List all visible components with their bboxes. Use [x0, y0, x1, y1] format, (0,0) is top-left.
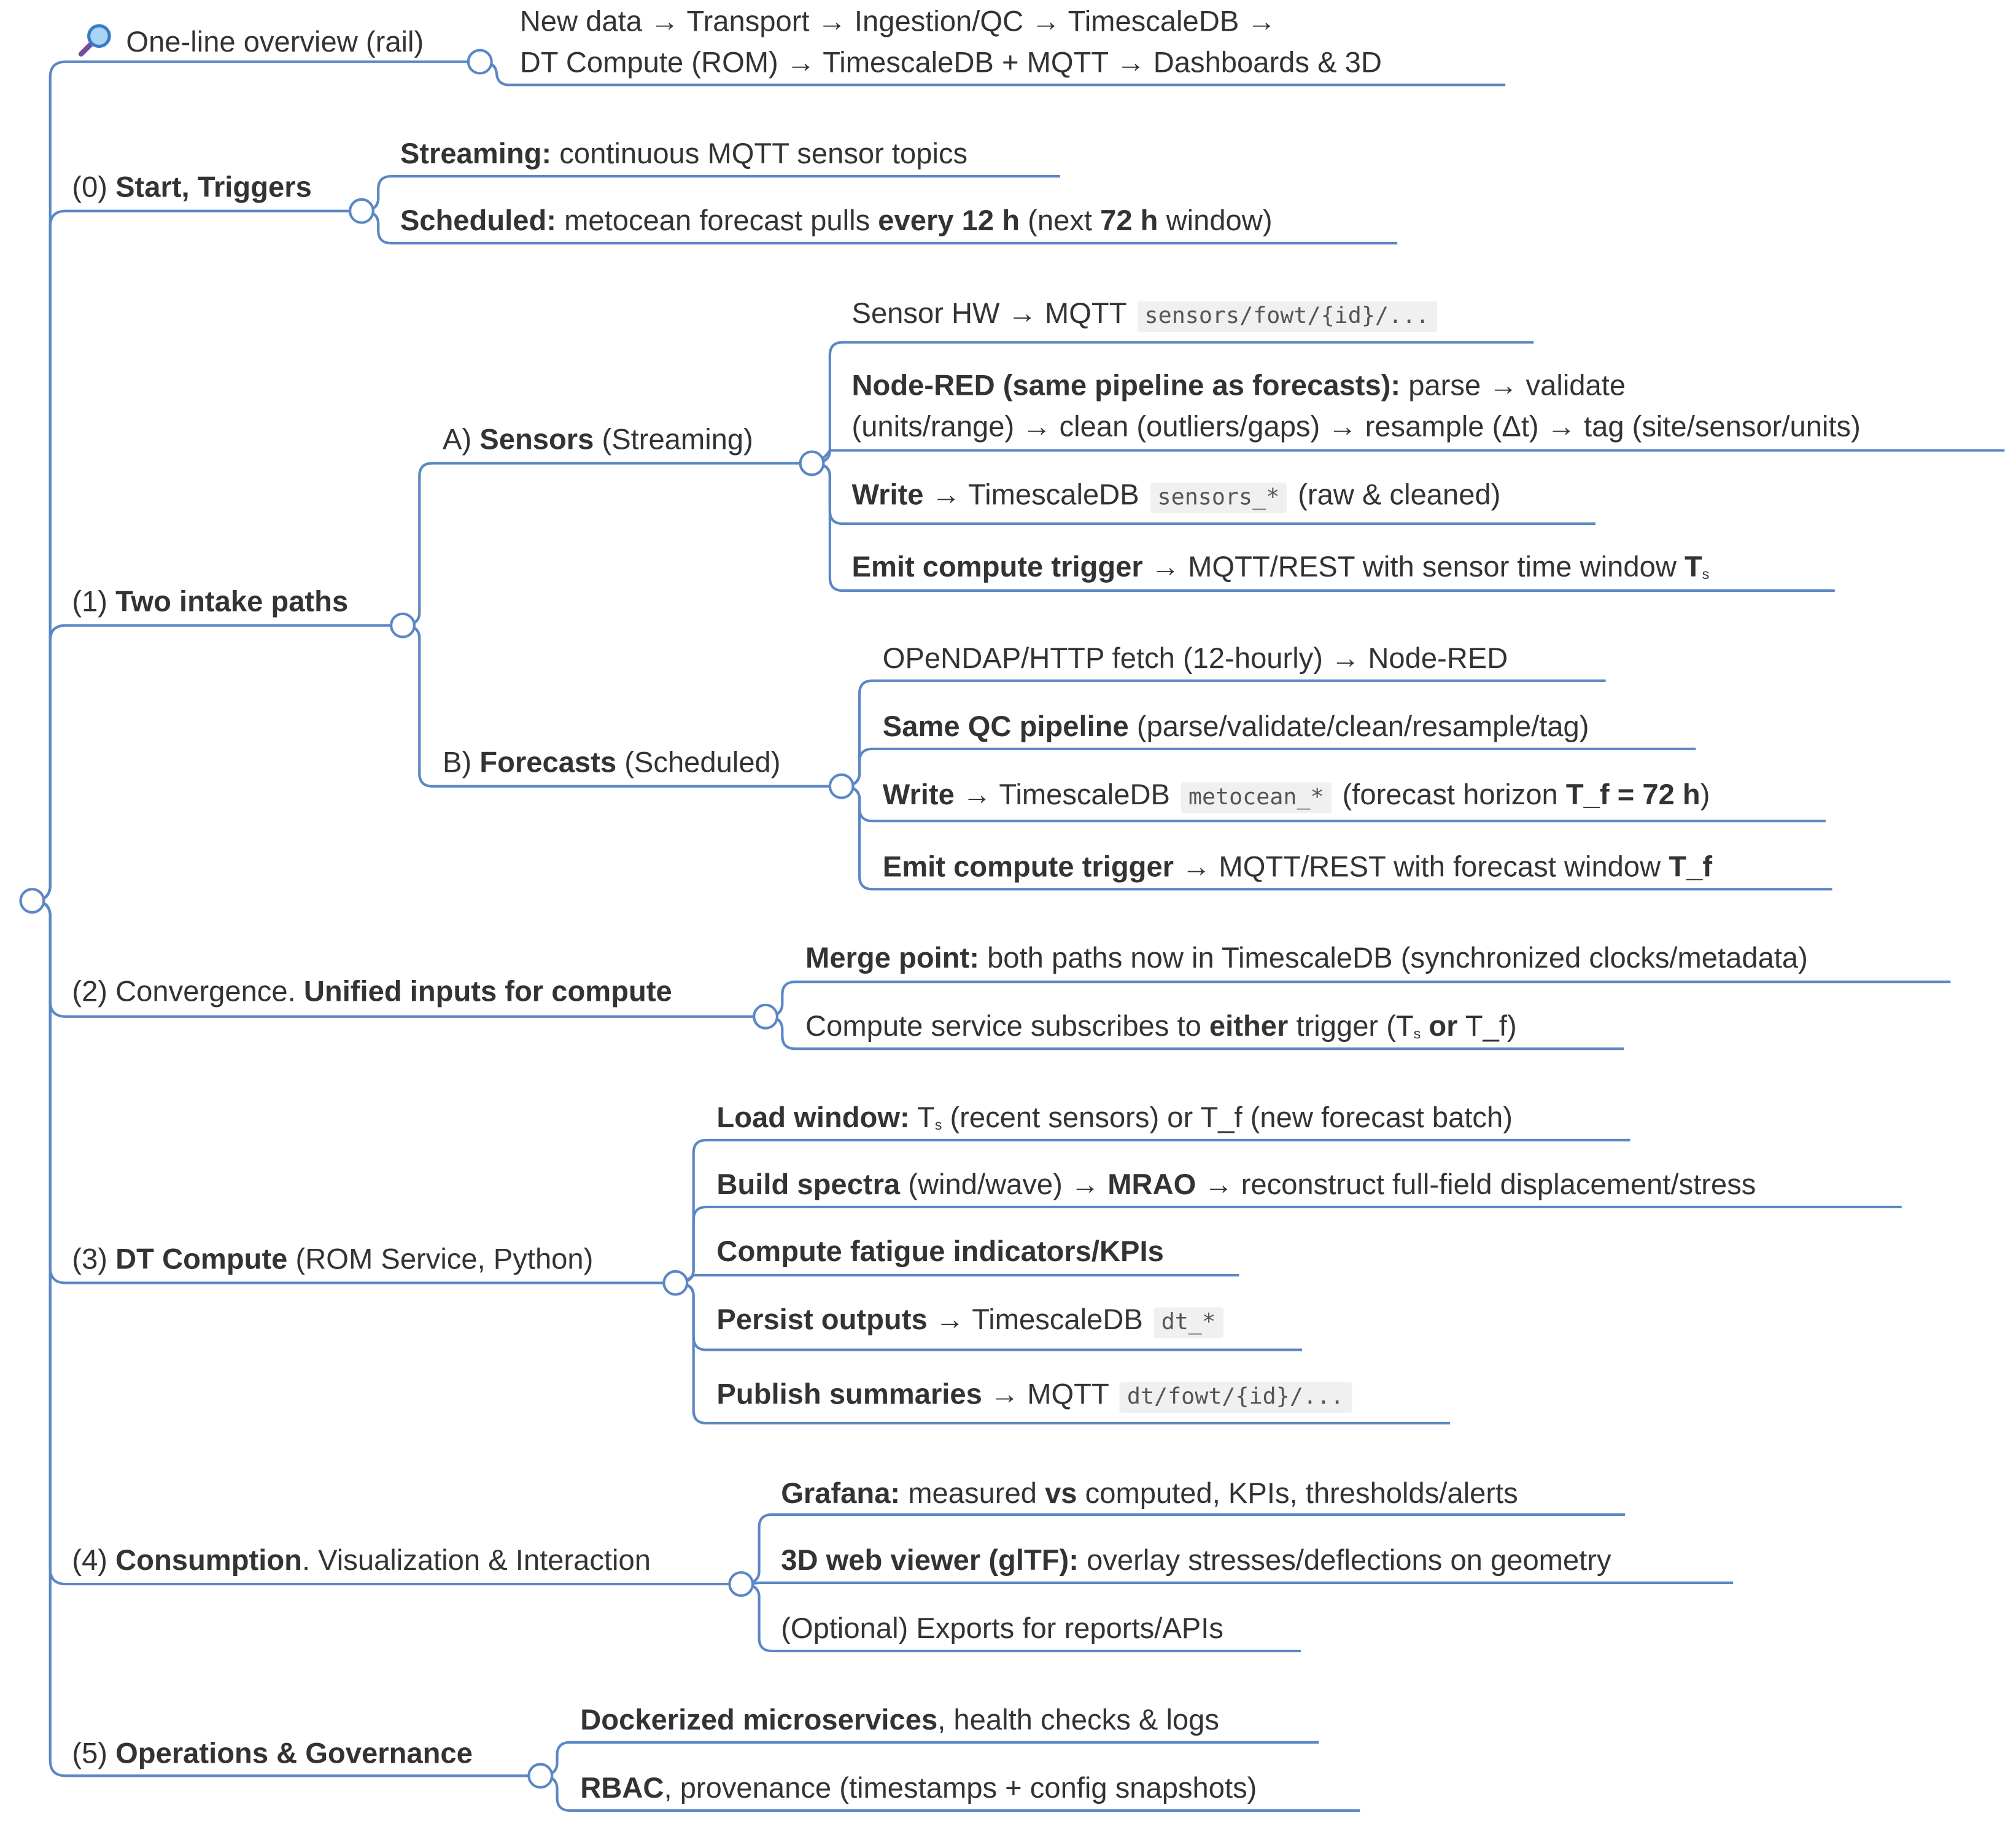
bold-text: either	[1209, 1010, 1289, 1043]
text-run: (Scheduled)	[616, 746, 781, 779]
text-run: computed, KPIs, thresholds/alerts	[1077, 1477, 1518, 1510]
text-run: B)	[442, 746, 480, 779]
text-run: trigger (T	[1288, 1010, 1414, 1043]
bold-text: T_f	[1669, 850, 1713, 883]
text-run: both paths now in TimescaleDB (synchronized clocks/metadata)	[979, 942, 1808, 974]
two-intake-paths-toggle[interactable]	[391, 614, 414, 637]
node-fatigue[interactable]	[716, 1232, 1163, 1273]
text-run: (wind/wave) →	[900, 1168, 1108, 1201]
consumption-link-1	[741, 1583, 1733, 1584]
text-run: (2) Convergence.	[72, 975, 304, 1008]
text-run: (next	[1020, 204, 1101, 237]
node-same-qc[interactable]	[883, 707, 1589, 748]
node-sensor-emit[interactable]	[851, 547, 1709, 596]
text-run	[1421, 1010, 1429, 1042]
node-operations[interactable]	[72, 1733, 473, 1774]
node-subscribes[interactable]	[805, 1006, 1517, 1055]
forecasts-toggle[interactable]	[830, 775, 853, 798]
bold-text: Dockerized microservices	[580, 1703, 938, 1736]
node-scheduled[interactable]	[400, 201, 1273, 242]
bold-text: DT Compute	[115, 1243, 288, 1276]
text-run: New data → Transport → Ingestion/QC → TimescaleDB →	[519, 5, 1276, 37]
magnifier-icon	[77, 22, 114, 58]
bold-text: Start, Triggers	[115, 171, 312, 204]
text-run: , health checks & logs	[937, 1703, 1219, 1736]
bold-text: Grafana:	[781, 1477, 901, 1510]
text-run: s	[1413, 1027, 1421, 1043]
bold-text: Consumption	[115, 1544, 302, 1577]
bold-text: Build spectra	[716, 1168, 901, 1201]
node-overview-line2[interactable]	[520, 42, 1382, 83]
code-literal: dt/fowt/{id}/...	[1119, 1382, 1351, 1413]
bold-text: Streaming:	[400, 138, 552, 170]
node-streaming[interactable]	[400, 134, 967, 175]
code-literal: sensors/fowt/{id}/...	[1137, 301, 1437, 332]
text-run: metocean forecast pulls	[556, 204, 878, 237]
text-run: s	[1702, 567, 1710, 583]
root-link-2	[32, 626, 403, 901]
text-run: One-line overview (rail)	[126, 25, 424, 58]
node-grafana[interactable]	[781, 1473, 1518, 1515]
node-exports[interactable]	[781, 1609, 1223, 1650]
bold-text: Sensors	[479, 423, 594, 456]
bold-text: or	[1429, 1010, 1458, 1043]
text-run: (forecast horizon	[1334, 778, 1566, 811]
text-run: (ROM Service, Python)	[287, 1243, 594, 1276]
dt-compute-link-2	[675, 1275, 1239, 1283]
consumption-toggle[interactable]	[729, 1572, 753, 1596]
bold-text: Merge point:	[805, 942, 979, 974]
node-publish[interactable]	[716, 1374, 1354, 1418]
node-merge-point[interactable]	[805, 938, 1808, 979]
node-node-red-line1[interactable]	[851, 365, 1626, 406]
overview-toggle[interactable]	[468, 50, 492, 74]
node-build-spectra[interactable]	[716, 1165, 1756, 1206]
text-run: window)	[1158, 204, 1273, 237]
text-run: OPeNDAP/HTTP fetch (12-hourly) → Node-RED	[882, 642, 1508, 675]
node-dt-compute[interactable]	[72, 1239, 593, 1280]
bold-text: MRAO	[1107, 1168, 1196, 1201]
text-run: → MQTT	[982, 1378, 1117, 1411]
text-run: T	[909, 1101, 935, 1134]
code-literal: metocean_*	[1181, 782, 1332, 813]
bold-text: Same QC pipeline	[882, 710, 1129, 743]
node-dockerized[interactable]	[580, 1700, 1219, 1741]
node-viewer-3d[interactable]	[781, 1540, 1611, 1582]
text-run: DT Compute (ROM) → TimescaleDB + MQTT → Dashboards & 3D	[519, 46, 1382, 79]
text-run: (Optional) Exports for reports/APIs	[781, 1612, 1223, 1645]
node-load-window[interactable]	[716, 1098, 1513, 1147]
bold-text: Write	[851, 478, 924, 511]
text-run: (Streaming)	[594, 423, 753, 456]
bold-text: Unified inputs for compute	[303, 975, 672, 1008]
bold-text: T_f = 72 h	[1565, 778, 1700, 811]
node-sensor-write[interactable]	[851, 475, 1500, 518]
bold-text: Persist outputs	[716, 1303, 928, 1336]
text-run: (parse/validate/clean/resample/tag)	[1128, 710, 1589, 743]
bold-text: Write	[882, 778, 955, 811]
text-run: → TimescaleDB	[923, 478, 1147, 511]
text-run: → reconstruct full-field displacement/stress	[1196, 1168, 1756, 1201]
text-run: parse → validate	[1400, 369, 1626, 402]
root-link-4	[32, 901, 675, 1283]
convergence-toggle[interactable]	[754, 1005, 777, 1028]
bold-text: Emit compute trigger	[882, 850, 1174, 883]
text-run: (raw & cleaned)	[1290, 478, 1501, 511]
text-run: → MQTT/REST with sensor time window	[1142, 551, 1685, 583]
node-sensor-hw[interactable]	[851, 293, 1440, 337]
node-consumption[interactable]	[72, 1540, 651, 1582]
text-run: continuous MQTT sensor topics	[551, 138, 968, 170]
two-intake-paths-link-0	[403, 464, 812, 626]
sensors-toggle[interactable]	[801, 452, 824, 475]
text-run: → TimescaleDB	[954, 778, 1179, 811]
node-opendap[interactable]	[883, 639, 1508, 680]
node-forecast-write[interactable]	[883, 775, 1710, 818]
bold-text: Forecasts	[479, 746, 617, 779]
text-run: (0)	[72, 171, 116, 204]
sensors-link-1	[812, 451, 2005, 464]
bold-text: Compute fatigue indicators/KPIs	[716, 1235, 1164, 1268]
node-sensors[interactable]	[443, 419, 753, 460]
bold-text: Publish summaries	[716, 1378, 982, 1411]
node-two-intake-paths[interactable]	[72, 581, 348, 623]
bold-text: Two intake paths	[115, 585, 349, 618]
bold-text: 72 h	[1100, 204, 1158, 237]
text-run: Compute service subscribes to	[805, 1010, 1209, 1043]
text-run: . Visualization & Interaction	[301, 1544, 651, 1577]
text-run: (5)	[72, 1737, 116, 1769]
node-overview[interactable]	[77, 22, 424, 63]
root-link-1	[32, 211, 362, 901]
node-rbac[interactable]	[580, 1768, 1257, 1809]
text-run: (recent sensors) or T_f (new forecast batch)	[942, 1101, 1513, 1134]
text-run: → TimescaleDB	[927, 1303, 1151, 1336]
bold-text: Load window:	[716, 1101, 910, 1134]
operations-toggle[interactable]	[529, 1764, 552, 1787]
node-node-red-line2[interactable]	[851, 406, 1860, 448]
text-run: (units/range) → clean (outliers/gaps) → resample (Δt) → tag (site/sensor/units)	[851, 410, 1861, 443]
root-link-6	[32, 901, 540, 1776]
dt-compute-toggle[interactable]	[664, 1272, 687, 1295]
bold-text: Scheduled:	[400, 204, 557, 237]
text-run: (4)	[72, 1544, 116, 1577]
text-run: → MQTT/REST with forecast window	[1174, 850, 1669, 883]
code-literal: dt_*	[1153, 1307, 1223, 1338]
code-literal: sensors_*	[1150, 483, 1287, 513]
node-overview-line1[interactable]	[520, 1, 1276, 42]
bold-text: vs	[1045, 1477, 1077, 1510]
node-start-triggers[interactable]	[72, 167, 311, 208]
text-run: , provenance (timestamps + config snapshots)	[664, 1772, 1257, 1804]
text-run: A)	[442, 423, 480, 456]
text-run: T_f)	[1457, 1010, 1517, 1043]
text-run: (1)	[72, 585, 116, 618]
text-run: Sensor HW → MQTT	[851, 297, 1134, 330]
text-run: )	[1700, 778, 1710, 811]
node-convergence[interactable]	[72, 971, 672, 1012]
bold-text: Emit compute trigger	[851, 551, 1143, 583]
bold-text: 3D web viewer (glTF):	[781, 1544, 1079, 1577]
node-forecasts[interactable]	[443, 742, 781, 783]
bold-text: RBAC	[580, 1772, 664, 1804]
bold-text: Node-RED (same pipeline as forecasts):	[851, 369, 1401, 402]
start-triggers-toggle[interactable]	[350, 200, 373, 223]
bold-text: Operations & Governance	[115, 1737, 473, 1769]
bold-text: T	[1684, 551, 1702, 583]
node-forecast-emit[interactable]	[883, 847, 1712, 888]
text-run: s	[934, 1118, 942, 1134]
text-run: measured	[900, 1477, 1045, 1510]
bold-text: every 12 h	[878, 204, 1020, 237]
root-node[interactable]	[21, 889, 44, 912]
text-run: (3)	[72, 1243, 116, 1276]
node-persist[interactable]	[716, 1300, 1225, 1343]
text-run: overlay stresses/deflections on geometry	[1078, 1544, 1611, 1577]
